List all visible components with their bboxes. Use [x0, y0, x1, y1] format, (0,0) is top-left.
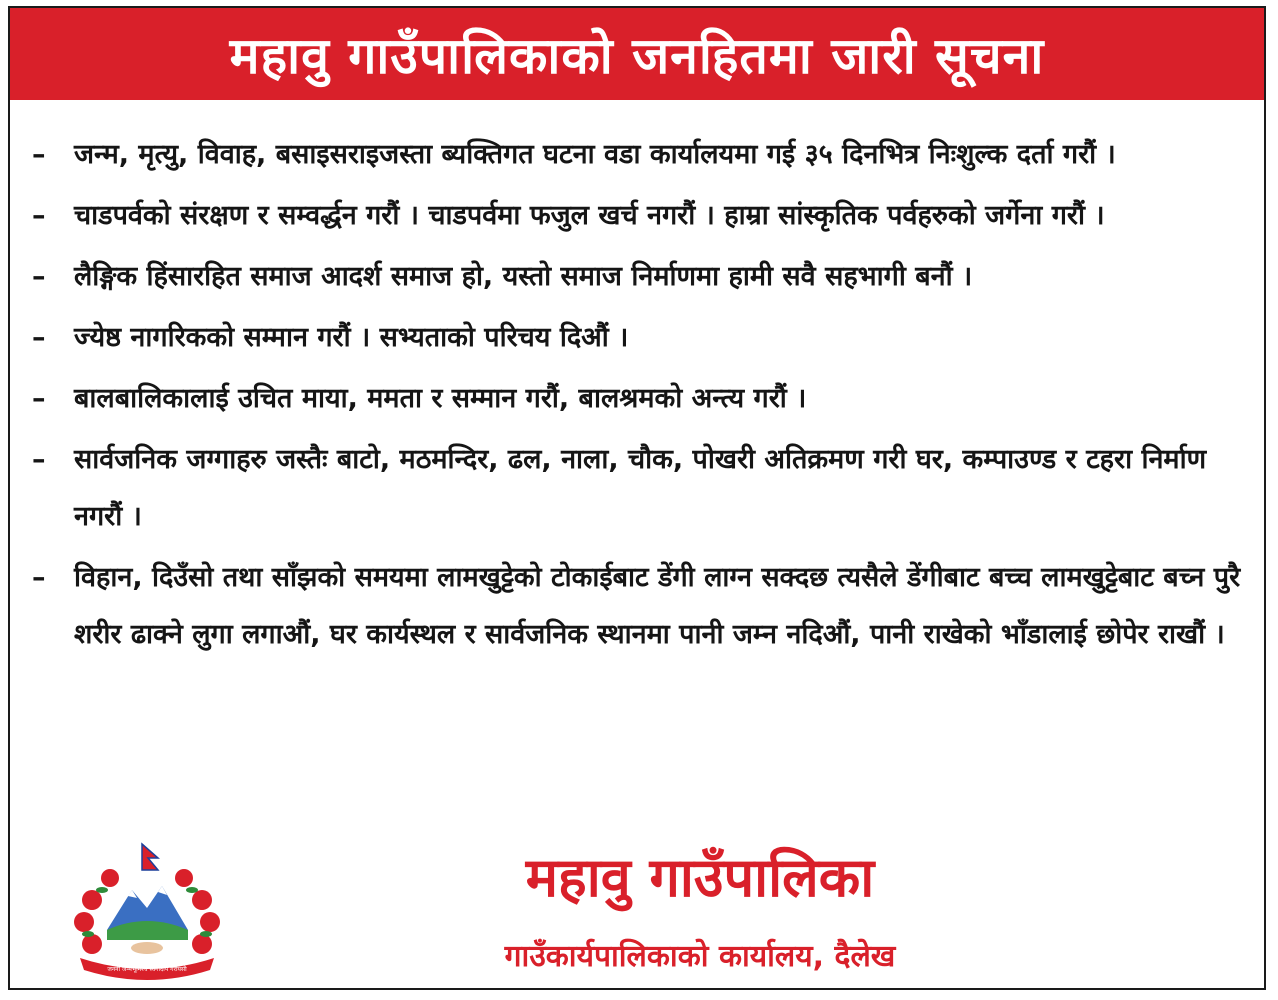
notice-title: महावु गाउँपालिकाको जनहितमा जारी सूचना	[229, 27, 1045, 85]
notice-item	[32, 248, 1252, 305]
notice-header	[10, 8, 1264, 100]
dash-bullet: –	[32, 139, 46, 170]
notice-text: लैङ्गिक हिंसारहित समाज आदर्श समाज हो, यस्तो समाज निर्माणमा हामी सवै सहभागी बनौं ।	[74, 261, 973, 292]
notice-item	[32, 431, 1252, 545]
footer-subtitle: गाउँकार्यपालिकाको कार्यालय, दैलेख	[504, 939, 896, 974]
nepal-emblem-icon	[62, 840, 232, 980]
dash-bullet: –	[32, 261, 46, 292]
notice-text: विहान, दिउँसो तथा साँझको समयमा लामखुट्टेको टोकाईबाट डेंगी लाग्न सक्दछ त्यसैले डेंगीबाट बच्च लामखुट्टेबाट बच्न पुरै शरीर ढाक्ने लुगा लगाऔं, घर कार्यस्थल र सार्वजनिक स्थानमा पानी जम्न नदिऔं, पानी राखेको भाँडालाई छोपेर राखौं ।	[74, 562, 1241, 650]
notice-text: ज्येष्ठ नागरिकको सम्मान गरौं । सभ्यताको परिचय दिऔं ।	[74, 322, 629, 353]
dash-bullet: –	[32, 322, 46, 353]
notice-text: सार्वजनिक जग्गाहरु जस्तैः बाटो, मठमन्दिर, ढल, नाला, चौक, पोखरी अतिक्रमण गरी घर, कम्पाउण्ड र टहरा निर्माण नगरौं ।	[74, 444, 1207, 532]
notice-text: जन्म, मृत्यु, विवाह, बसाइसराइजस्ता ब्यक्तिगत घटना वडा कार्यालयमा गई ३५ दिनभित्र निःशुल्क दर्ता गरौं ।	[74, 139, 1116, 170]
notice-item	[32, 126, 1252, 183]
notice-item	[32, 370, 1252, 427]
footer-title: महावु गाउँपालिका	[525, 846, 875, 909]
emblem-motto: जननी जन्मभूमिश्च स्वर्गादपि गरीयसी	[107, 966, 187, 973]
notice-text: चाडपर्वको संरक्षण र सम्वर्द्धन गरौं । चाडपर्वमा फजुल खर्च नगरौं । हाम्रा सांस्कृतिक पर्वहरुको जर्गेना गरौं ।	[74, 200, 1105, 231]
dash-bullet: –	[32, 562, 46, 593]
dash-bullet: –	[32, 444, 46, 475]
dash-bullet: –	[32, 383, 46, 414]
notice-item	[32, 187, 1252, 244]
notice-item	[32, 549, 1252, 663]
notice-list	[32, 126, 1252, 667]
notice-frame	[8, 6, 1266, 990]
notice-item	[32, 309, 1252, 366]
dash-bullet: –	[32, 200, 46, 231]
notice-text: बालबालिकालाई उचित माया, ममता र सम्मान गरौं, बालश्रमको अन्त्य गरौं ।	[74, 383, 807, 414]
